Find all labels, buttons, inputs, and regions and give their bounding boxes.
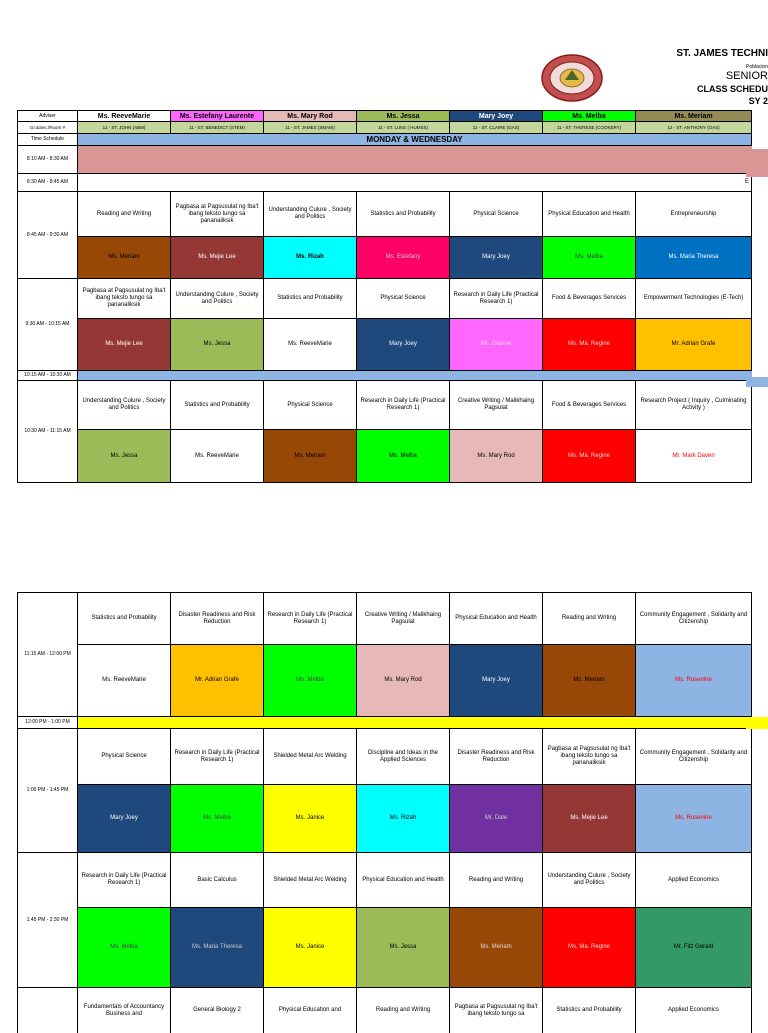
time-cell: 10:15 AM - 10:30 AM (17, 371, 78, 381)
subject-cell: Understanding Culure , Society and Politics (264, 192, 357, 237)
subject-cell: Creative Writing / Malikhaing Pagsulat (450, 381, 543, 430)
teacher-cell: Ms. Ma. Regine (543, 430, 636, 483)
teacher-cell: Ms. ReeveMarie (78, 645, 171, 717)
homeroom-band (78, 174, 752, 192)
teacher-cell: Ms. Mejie Lee (171, 237, 264, 279)
teacher-cell: Ms. Dianne (450, 319, 543, 371)
subject-cell: Statistics and Probability (543, 988, 636, 1033)
time-block (17, 988, 768, 1033)
school-location: Poblacion (746, 64, 768, 70)
adviser-cell: Ms. Meriam (636, 110, 752, 122)
subject-cell: Pagbasa at Pagsusulat ng Iba't ibang teksto tungo sa pananaliksik (171, 192, 264, 237)
teacher-cell: Ms. Rosenine (636, 785, 752, 853)
schedule-table-afternoon (17, 592, 768, 1033)
subject-cell: Shielded Metal Arc Welding (264, 853, 357, 908)
subject-cell: Research in Daily Life (Practical Research 1) (450, 279, 543, 319)
teacher-cell: Mr. Fitz Gerald (636, 908, 752, 988)
time-block (17, 592, 768, 717)
subject-cell: Physical Science (264, 381, 357, 430)
teacher-cell: Ms. Jessa (78, 430, 171, 483)
teacher-cell: Ms. Estefany (357, 237, 450, 279)
teacher-cell: Ms. Meriam (264, 430, 357, 483)
subject-cell: Understanding Culure , Society and Politics (171, 279, 264, 319)
subject-cell: Research Project ( Inquiry , Culminating Activity ) (636, 381, 752, 430)
subject-cell: Pagbasa at Pagsusulat ng Iba't ibang teksto tungo sa pananaliksik (78, 279, 171, 319)
teacher-cell: Ms. ReeveMarie (264, 319, 357, 371)
time-block (17, 192, 768, 279)
subject-cell: Food & Beverages Services (543, 381, 636, 430)
teacher-cell: Ms. Meriam (78, 237, 171, 279)
time-cell: 8:10 AM - 8:30 AM (17, 146, 78, 174)
adviser-cell: Ms. Estefany Laurente (171, 110, 264, 122)
section-cell: 11 - ST. CLAIRE (GAS) (450, 122, 543, 134)
time-block (17, 279, 768, 371)
department-label: SENIOR (725, 70, 768, 82)
schedule-table-mw (17, 110, 768, 483)
teacher-cell: Ms. Rosenine (636, 645, 752, 717)
time-cell: 1:45 PM - 2:30 PM (17, 853, 78, 988)
subject-cell: Statistics and Probability (264, 279, 357, 319)
subject-cell: General Biology 2 (171, 988, 264, 1033)
subject-cell: Reading and Writing (78, 192, 171, 237)
subject-cell: Applied Economics (636, 988, 752, 1033)
subject-cell: Shielded Metal Arc Welding (264, 729, 357, 785)
teacher-cell: Ms. Melba (543, 237, 636, 279)
teacher-cell: Ms. Meriam (543, 645, 636, 717)
adviser-label: Adviser (17, 110, 78, 122)
time-row (17, 174, 768, 192)
time-block (17, 381, 768, 483)
teacher-cell: Ms. Rizah (357, 785, 450, 853)
teacher-cell: Ms. Janice (264, 908, 357, 988)
teacher-cell: Ms. Melba (264, 645, 357, 717)
subject-cell: Physical Science (78, 729, 171, 785)
section-cell: 11 - ST. LUKE ( HUMSS) (357, 122, 450, 134)
time-cell: 10:30 AM - 11:15 AM (17, 381, 78, 483)
teacher-cell: Ms. Jessa (357, 908, 450, 988)
teacher-cell: Mr. Mark Daven (636, 430, 752, 483)
time-cell: 11:15 AM - 12:00 PM (17, 592, 78, 717)
teacher-cell: Ms. Janice (264, 785, 357, 853)
time-cell: 12:00 PM - 1:00 PM (17, 717, 78, 729)
pink-band-extension (746, 149, 768, 177)
school-seal-icon (541, 54, 603, 102)
teacher-cell: Mr. Dale (450, 785, 543, 853)
school-name: ST. JAMES TECHNI (676, 48, 768, 59)
subject-cell: Creative Writing / Malikhaing Pagsulat (357, 592, 450, 645)
time-cell: 8:45 AM - 9:30 AM (17, 192, 78, 279)
teacher-cell: Ms. Mary Rod (357, 645, 450, 717)
day-header: MONDAY & WEDNESDAY (78, 134, 752, 146)
time-cell: 8:30 AM - 8:45 AM (17, 174, 78, 192)
subject-cell: Pagbasa at Pagsusulat ng Iba't ibang teksto tungo sa (450, 988, 543, 1033)
teacher-cell: Ms. Meriam (450, 908, 543, 988)
subject-cell: Empowerment Technologies (E-Tech) (636, 279, 752, 319)
teacher-cell: Ms. Mary Rod (450, 430, 543, 483)
lunch-band-extension (746, 717, 768, 729)
subject-cell: Community Engagement , Solidarity and Citizenship (636, 592, 752, 645)
section-cell: 11 - ST. BENEDICT (STEM) (171, 122, 264, 134)
teacher-cell: Ms. Mejie Lee (543, 785, 636, 853)
subject-cell: Statistics and Probability (171, 381, 264, 430)
teacher-cell: Ms. Melba (78, 908, 171, 988)
adviser-cell: Ms. Mary Rod (264, 110, 357, 122)
time-block (17, 853, 768, 988)
subject-cell: Disaster Readiness and Risk Reduction (450, 729, 543, 785)
teacher-cell: Mr. Adrian Grafe (636, 319, 752, 371)
subject-cell: Physical Education and Health (357, 853, 450, 908)
blue-band-extension (746, 377, 768, 387)
teacher-cell: Mary Joey (78, 785, 171, 853)
teacher-cell: Mary Joey (450, 237, 543, 279)
teacher-cell: Mary Joey (450, 645, 543, 717)
section-cell: 11 - ST. JOHN (ABM) (78, 122, 171, 134)
subject-cell: Disaster Readiness and Risk Reduction (171, 592, 264, 645)
adviser-cell: Ms. Melba (543, 110, 636, 122)
subject-cell: Fundamentals of Accountancy Business and (78, 988, 171, 1033)
time-cell: 9:30 AM - 10:15 AM (17, 279, 78, 371)
school-year: SY 2 (748, 96, 768, 106)
subject-cell: Food & Beverages Services (543, 279, 636, 319)
time-block (17, 729, 768, 853)
adviser-cell: Ms. Jessa (357, 110, 450, 122)
time-row (17, 717, 768, 729)
subject-cell: Reading and Writing (450, 853, 543, 908)
subject-cell: Physical Science (357, 279, 450, 319)
subject-cell: Reading and Writing (543, 592, 636, 645)
section-row (17, 122, 768, 134)
subject-cell: Research in Daily Life (Practical Research 1) (357, 381, 450, 430)
pink-band (78, 146, 752, 174)
day-row (17, 134, 768, 146)
section-label: Gr.&Sec./Room # (17, 122, 78, 134)
subject-cell: Physical Science (450, 192, 543, 237)
teacher-cell: Mary Joey (357, 319, 450, 371)
subject-cell: Physical Education and Health (450, 592, 543, 645)
time-row (17, 371, 768, 381)
section-cell: 11 - ST. JAMES (SMAW) (264, 122, 357, 134)
band-note: E (744, 179, 749, 185)
teacher-cell: Ms. Ma. Regine (543, 319, 636, 371)
time-row (17, 146, 768, 174)
subject-cell: Understanding Culure , Society and Politics (543, 853, 636, 908)
teacher-cell: Ms. Maria Theresa (171, 908, 264, 988)
adviser-cell: Ms. ReeveMarie (78, 110, 171, 122)
subject-cell: Research in Daily Life (Practical Research 1) (78, 853, 171, 908)
subject-cell: Basic Calculus (171, 853, 264, 908)
teacher-cell: Ms. Ma. Regine (543, 908, 636, 988)
subject-cell: Pagbasa at Pagsusulat ng Iba't ibang teksto tungo sa pananaliksik (543, 729, 636, 785)
teacher-cell: Ms. Melba (171, 785, 264, 853)
section-cell: 11 - ST. THERESE (COOKERY) (543, 122, 636, 134)
subject-cell: Physical Education and Health (543, 192, 636, 237)
subject-cell: Community Engagement , Solidarity and Citizenship (636, 729, 752, 785)
time-cell (17, 988, 78, 1033)
subject-cell: Entrepreneurship (636, 192, 752, 237)
subject-cell: Statistics and Probability (78, 592, 171, 645)
teacher-cell: Ms. Melba (357, 430, 450, 483)
subject-cell: Applied Economics (636, 853, 752, 908)
teacher-cell: Ms. Jessa (171, 319, 264, 371)
subject-cell: Research in Daily Life (Practical Research 1) (264, 592, 357, 645)
teacher-cell: Ms. ReeveMarie (171, 430, 264, 483)
time-schedule-label: Time Schedule (17, 134, 78, 146)
recess-band (78, 371, 752, 381)
schedule-title: CLASS SCHEDU (696, 84, 768, 94)
section-cell: 12 - ST. ANTHONY (GAS) (636, 122, 752, 134)
adviser-cell: Mary Joey (450, 110, 543, 122)
lunch-band (78, 717, 752, 729)
subject-cell: Reading and Writing (357, 988, 450, 1033)
subject-cell: Physical Education and (264, 988, 357, 1033)
subject-cell: Discipline and Ideas in the Applied Sciences (357, 729, 450, 785)
teacher-cell: Ms. Mejie Lee (78, 319, 171, 371)
teacher-cell: Mr. Adrian Grafe (171, 645, 264, 717)
adviser-row (17, 110, 768, 122)
teacher-cell: Ms. Rizah (264, 237, 357, 279)
subject-cell: Research in Daily Life (Practical Research 1) (171, 729, 264, 785)
time-cell: 1:00 PM - 1:45 PM (17, 729, 78, 853)
teacher-cell: Ms. Maria Theresa (636, 237, 752, 279)
subject-cell: Understanding Culure , Society and Politics (78, 381, 171, 430)
subject-cell: Statistics and Probability (357, 192, 450, 237)
